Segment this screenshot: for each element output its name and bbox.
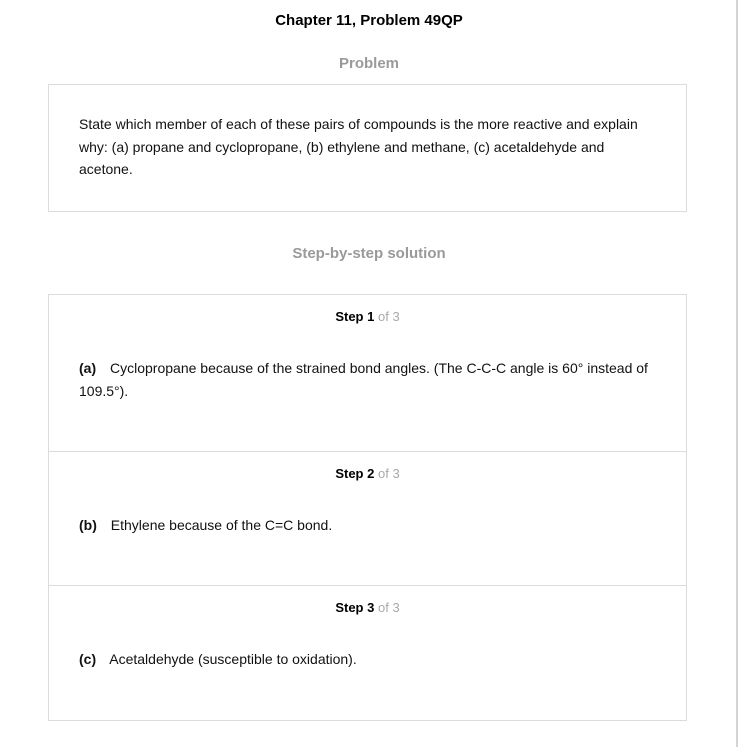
step-answer: Acetaldehyde (susceptible to oxidation). (109, 651, 357, 667)
part-label: (b) (79, 517, 97, 533)
part-label: (a) (79, 360, 97, 376)
step-label (335, 466, 374, 481)
step-header (49, 600, 686, 615)
step-answer: Ethylene because of the C=C bond. (110, 517, 333, 533)
step-3 (49, 585, 686, 721)
part-label: (c) (79, 651, 97, 667)
problem-box (48, 84, 687, 212)
step-label (335, 600, 374, 615)
step-answer: Cyclopropane because of the strained bond angles. (The C-C-C angle is 60° instead of 109.5°). (79, 360, 648, 399)
step-number: 3 (367, 600, 375, 615)
step-word: Step (335, 309, 364, 324)
step-body (79, 357, 659, 402)
problem-heading: Problem (338, 55, 399, 72)
problem-text: State which member of each of these pairs of compounds is the more reactive and explain why: (a) propane and cyclopropane, (b) ethylene and methane, (c) acetaldehyde and acetone. (79, 116, 638, 177)
step-total: of 3 (377, 600, 400, 615)
step-2 (49, 451, 686, 587)
step-word: Step (335, 466, 364, 481)
step-label (335, 309, 374, 324)
step-header (49, 466, 686, 481)
page-title: Chapter 11, Problem 49QP (275, 12, 463, 29)
solution-box (48, 294, 687, 721)
step-total: of 3 (377, 309, 400, 324)
step-total: of 3 (377, 466, 400, 481)
step-body (79, 514, 659, 537)
step-number: 2 (367, 466, 375, 481)
step-body (79, 648, 659, 671)
step-number: 1 (367, 309, 375, 324)
step-1 (49, 295, 686, 452)
step-word: Step (335, 600, 364, 615)
solution-heading: Step-by-step solution (292, 245, 446, 262)
step-header (49, 309, 686, 324)
